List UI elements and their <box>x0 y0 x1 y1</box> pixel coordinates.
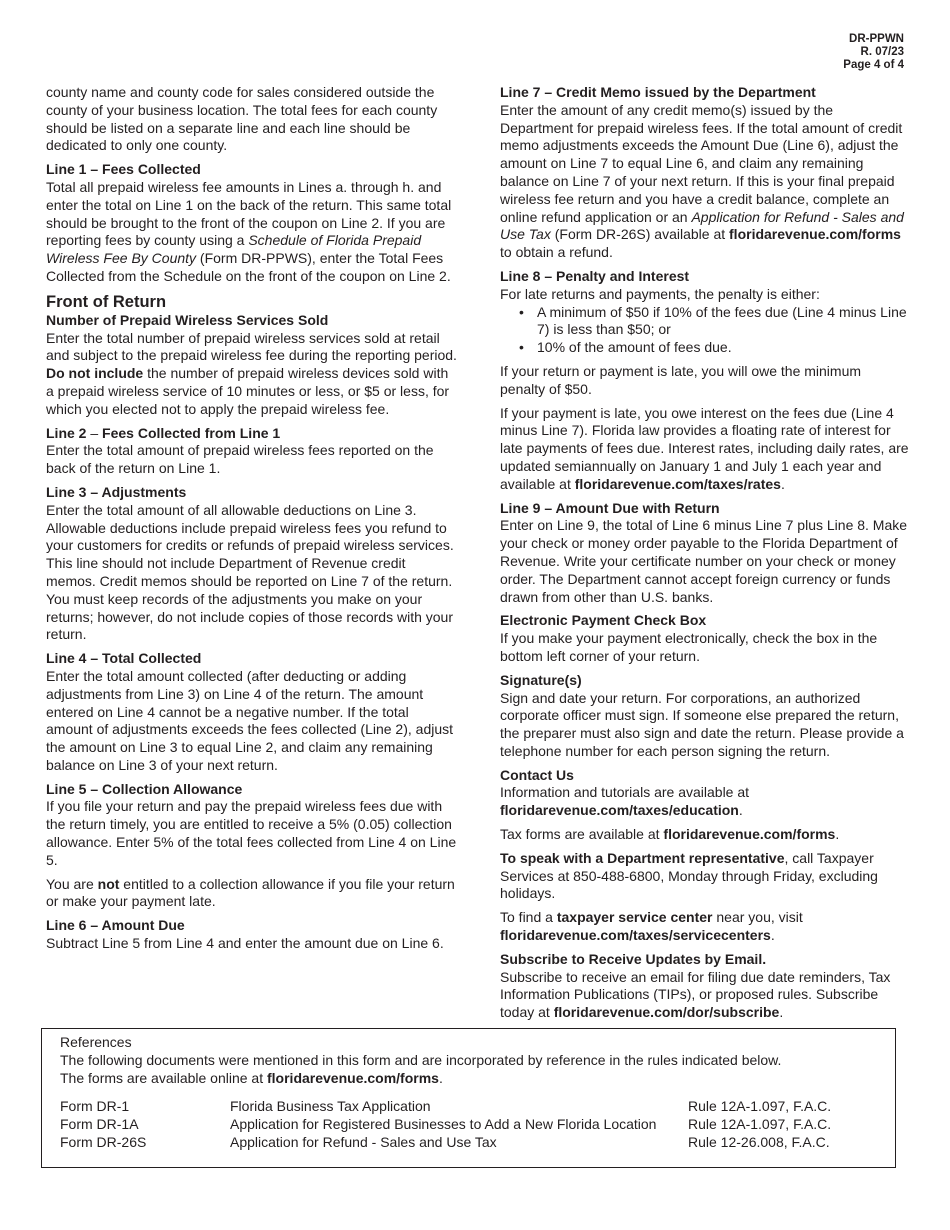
contact-forms: Tax forms are available at floridarevenue.com/forms. <box>500 826 840 843</box>
epay-text: If you make your payment electronically, check the box in the bottom left corner of your return. <box>500 630 878 664</box>
ref-rule: Rule 12A-1.097, F.A.C. <box>688 1098 832 1114</box>
references-line1: The following documents were mentioned in this form and are incorporated by reference in the rules indicated below. <box>60 1052 782 1068</box>
line5-note: You are not entitled to a collection allowance if you file your return or make your payment late. <box>46 875 455 910</box>
form-id: DR-PPWN <box>849 33 904 45</box>
intro-paragraph: county name and county code for sales considered outside the county of your business location. The total fees for each county should be listed on a separate line and each line should be dedicated to only one county. <box>46 84 438 154</box>
ref-title: Application for Registered Businesses to Add a New Florida Location <box>230 1116 657 1132</box>
subscribe-link[interactable]: floridarevenue.com/dor/subscribe <box>553 1004 780 1021</box>
line3-text: Enter the total amount of all allowable deductions on Line 3. Allowable deductions include prepaid wireless fees you refund to your customers for credits or refunds of prepaid wireless services. This line should not include Department of Revenue credit memos. Credit memos should be reported on Line 7 of the return. You must keep records of the adjustments you make on your returns; however, do not include copies of those records with your return. <box>46 501 454 643</box>
line1-text: Total all prepaid wireless fee amounts in Lines a. through h. and enter the total on Line 1 on the back of the return. This same total should be brought to the front of the coupon on Line 2. If you are reporting fees by county using a Schedule of Florida Prepaid Wireless Fee By County (Form DR-PPWS), enter the Total Fees Collected from the Schedule on the front of the coupon on Line 2. <box>46 178 452 284</box>
line6-text: Subtract Line 5 from Line 4 and enter the amount due on Line 6. <box>46 935 444 952</box>
line5-heading: Line 5 – Collection Allowance <box>46 780 243 797</box>
table-row <box>60 1133 895 1151</box>
education-link[interactable]: floridarevenue.com/taxes/education <box>500 802 739 819</box>
right-column <box>500 84 910 1028</box>
list-item: • A minimum of $50 if 10% of the fees due (Line 4 minus Line 7) is less than $50; or <box>519 303 907 338</box>
epay-heading: Electronic Payment Check Box <box>500 612 707 629</box>
ref-rule: Rule 12-26.008, F.A.C. <box>688 1134 830 1150</box>
num-sold-heading: Number of Prepaid Wireless Services Sold <box>46 311 329 328</box>
ref-form: Form DR-26S <box>60 1134 147 1150</box>
line9-text: Enter on Line 9, the total of Line 6 minus Line 7 plus Line 8. Make your check or money order payable to the Florida Department of Revenue. Write your certificate number on your check or money order. The Department cannot accept foreign currency or funds drawn from other than U.S. banks. <box>500 517 908 605</box>
references-forms-link[interactable]: floridarevenue.com/forms <box>267 1070 439 1086</box>
line1-heading: Line 1 – Fees Collected <box>46 161 201 178</box>
subscribe-text: Subscribe to receive an email for filing due date reminders, Tax Information Publications (TIPs), or proposed rules. Subscribe today at floridarevenue.com/dor/subscribe. <box>500 968 891 1021</box>
signature-text: Sign and date your return. For corporations, an authorized corporate officer must sign. If someone else prepared the return, the preparer must also sign and date the return. Please provide a telephone number for each person signing the return. <box>500 689 904 759</box>
ref-title: Application for Refund - Sales and Use Tax <box>230 1134 497 1150</box>
references-line2: The forms are available online at floridarevenue.com/forms. <box>60 1070 443 1086</box>
line2-text: Enter the total amount of prepaid wireless fees reported on the back of the return on Line 1. <box>46 442 434 477</box>
ref-form: Form DR-1A <box>60 1116 139 1132</box>
table-row <box>60 1115 895 1133</box>
contact-education: Information and tutorials are available at floridarevenue.com/taxes/education. <box>500 784 750 819</box>
line9-heading: Line 9 – Amount Due with Return <box>500 499 720 516</box>
line8-intro: For late returns and payments, the penalty is either: <box>500 285 820 302</box>
bullet-icon: • <box>519 339 524 356</box>
signature-heading: Signature(s) <box>500 671 582 688</box>
table-row <box>60 1097 895 1115</box>
rates-link[interactable]: floridarevenue.com/taxes/rates <box>574 475 781 492</box>
ref-title: Florida Business Tax Application <box>230 1098 431 1114</box>
line8-interest: If your payment is late, you owe interest on the fees due (Line 4 minus Line 7). Florida law provides a floating rate of interest for late payments of fees due. Interest rates, including daily rates, are updated semiannually on January 1 and July 1 each year and available at floridarevenue.com/taxes/rates. <box>500 404 909 492</box>
penalty-list <box>500 304 910 357</box>
form-revision: R. 07/23 <box>860 46 904 58</box>
contact-phone: To speak with a Department representative, call Taxpayer Services at 850-488-6800, Monday through Friday, excluding holidays. <box>500 849 878 902</box>
line3-heading: Line 3 – Adjustments <box>46 483 187 500</box>
left-column <box>46 84 458 959</box>
ref-form: Form DR-1 <box>60 1098 130 1114</box>
front-of-return-heading: Front of Return <box>46 292 167 311</box>
line4-heading: Line 4 – Total Collected <box>46 650 202 667</box>
line8-min-penalty: If your return or payment is late, you will owe the minimum penalty of $50. <box>500 362 862 397</box>
line2-heading: Line 2 – Fees Collected from Line 1 <box>46 424 281 441</box>
references-title: References <box>60 1034 132 1050</box>
line6-heading: Line 6 – Amount Due <box>46 917 185 934</box>
line7-heading: Line 7 – Credit Memo issued by the Department <box>500 84 816 100</box>
service-centers-link[interactable]: floridarevenue.com/taxes/servicecenters <box>500 927 771 944</box>
contact-heading: Contact Us <box>500 766 574 783</box>
references-box <box>41 1028 896 1168</box>
subscribe-heading: Subscribe to Receive Updates by Email. <box>500 950 767 967</box>
ref-rule: Rule 12A-1.097, F.A.C. <box>688 1116 832 1132</box>
line8-heading: Line 8 – Penalty and Interest <box>500 267 690 284</box>
line7-text: Enter the amount of any credit memo(s) issued by the Department for prepaid wireless fees. If the total amount of credit memo adjustments exceeds the Amount Due (Line 6), adjust the amount on Line 7 to equal Line 6, and claim any remaining balance on Line 7 of your next return. If this is your final prepaid wireless fee return and you have a credit balance, complete an online refund application or an Application for Refund - Sales and Use Tax (Form DR-26S) available at floridarevenue.com/forms to obtain a refund. <box>500 101 904 261</box>
form-header <box>843 33 904 72</box>
bullet-icon: • <box>519 303 524 320</box>
line5-text: If you file your return and pay the prepaid wireless fees due with the return timely, you are entitled to receive a 5% (0.05) collection allowance. Enter 5% of the total fees collected from Line 4 on Line 5. <box>46 798 457 868</box>
line4-text: Enter the total amount collected (after deducting or adding adjustments from Line 3) on Line 4 of the return. The amount entered on Line 4 cannot be a negative number. If the total amount of adjustments exceeds the fees collected (Line 2), adjust the amount on Line 3 to equal Line 2, and claim any remaining balance on Line 3 of your next return. <box>46 667 454 773</box>
contact-service-center: To find a taxpayer service center near you, visit floridarevenue.com/taxes/servicecenters. <box>500 909 803 944</box>
num-sold-text: Enter the total number of prepaid wireless services sold at retail and subject to the prepaid wireless fee during the reporting period. Do not include the number of prepaid wireless devices sold with a prepaid wireless service of 10 minutes or less, or $5 or less, for which you elected not to apply the prepaid wireless fee. <box>46 329 457 417</box>
references-table <box>60 1097 895 1151</box>
list-item: • 10% of the amount of fees due. <box>519 339 732 356</box>
forms-link[interactable]: floridarevenue.com/forms <box>729 226 901 243</box>
forms-link-2[interactable]: floridarevenue.com/forms <box>663 826 836 843</box>
page-number: Page 4 of 4 <box>843 59 904 71</box>
